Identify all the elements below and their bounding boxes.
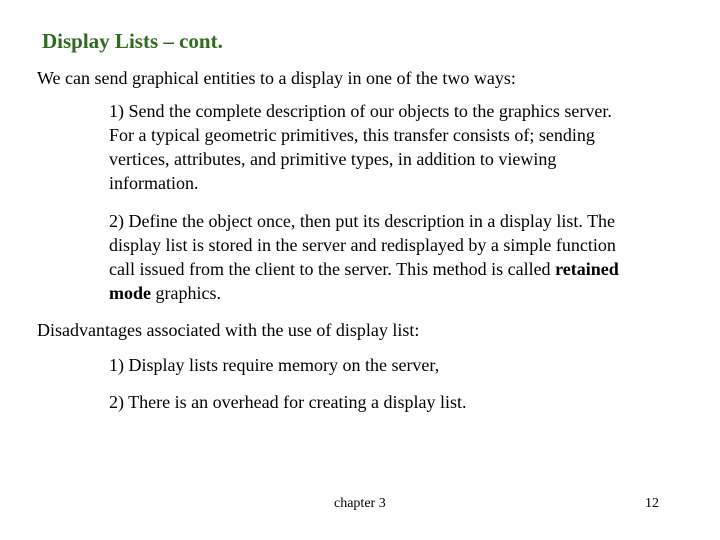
method-2-line-3-text: call issued from the client to the server. This method is called — [109, 259, 556, 279]
intro-text: We can send graphical entities to a display in one of the two ways: — [37, 68, 516, 88]
disadvantage-2: 2) There is an overhead for creating a display list. — [109, 392, 467, 412]
method-1-line-4: information. — [109, 173, 199, 193]
method-2-line-4 — [109, 281, 699, 305]
method-1-paragraph — [109, 99, 699, 195]
method-2-line-2: display list is stored in the server and redisplayed by a simple function — [109, 235, 616, 255]
method-2-paragraph — [109, 209, 699, 305]
disadvantages-heading: Disadvantages associated with the use of display list: — [37, 320, 420, 340]
method-1-line-2: For a typical geometric primitives, this transfer consists of; sending — [109, 125, 595, 145]
method-2-line-3 — [109, 257, 699, 281]
slide-title: Display Lists – cont. — [42, 29, 223, 53]
method-2-line-4-text: graphics. — [151, 283, 221, 303]
method-1-line-3: vertices, attributes, and primitive types, in addition to viewing — [109, 149, 557, 169]
method-2-line-1: 2) Define the object once, then put its description in a display list. The — [109, 211, 616, 231]
retained-term: retained — [555, 259, 619, 279]
method-1-line-1: 1) Send the complete description of our objects to the graphics server. — [109, 101, 612, 121]
disadvantage-1: 1) Display lists require memory on the server, — [109, 355, 440, 375]
footer-chapter: chapter 3 — [334, 496, 386, 511]
page-number: 12 — [645, 496, 659, 511]
mode-term: mode — [109, 283, 151, 303]
